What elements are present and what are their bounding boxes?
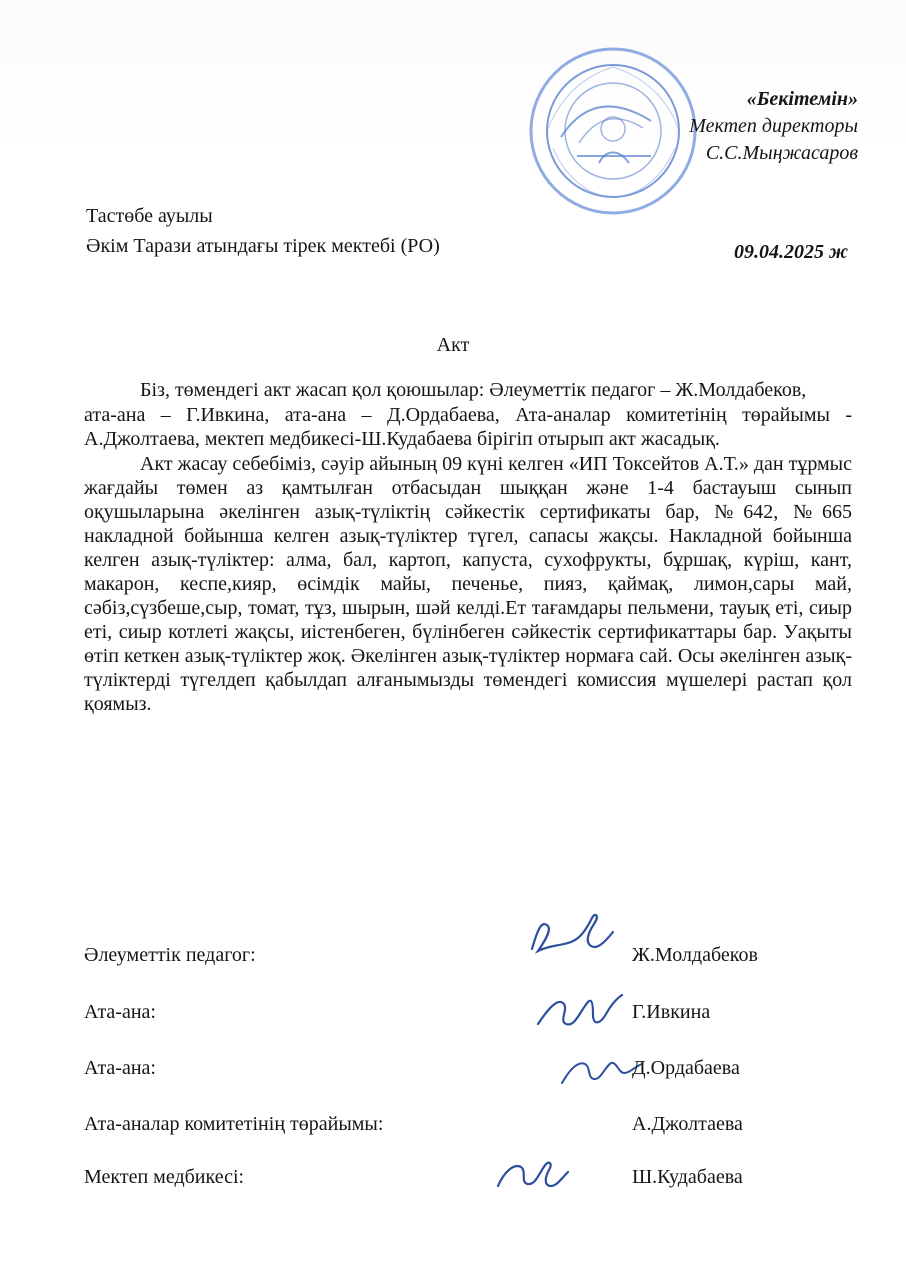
- signatory-name: Г.Ивкина: [632, 1001, 711, 1023]
- document-title: Акт: [436, 334, 470, 356]
- handwritten-signature-mark: [530, 981, 626, 1037]
- signatory-name: Д.Ордабаева: [632, 1057, 740, 1079]
- signatory-name: Ж.Молдабеков: [632, 944, 758, 966]
- signature-row: [84, 1057, 844, 1091]
- approval-title: «Бекітемін»: [746, 88, 858, 110]
- signature-role: Ата-ана:: [84, 1001, 156, 1023]
- paragraph-2: ата-ана – Г.Ивкина, ата-ана – Д.Ордабаева, Ата-аналар комитетінің төрайымы - А.Джолтаева, мектеп медбикесі-Ш.Кудабаева бірігіп отырып акт жасадық.: [84, 404, 852, 450]
- document-date: 09.04.2025 ж: [733, 241, 848, 263]
- school-name: Әкім Тарази атындағы тірек мектебі (РО): [86, 235, 440, 257]
- signatory-name: Ш.Кудабаева: [632, 1166, 743, 1188]
- signature-role: Әлеуметтік педагог:: [84, 944, 256, 966]
- signature-row: [84, 1001, 844, 1035]
- approval-block: [638, 86, 858, 167]
- director-name: С.С.Мыңжасаров: [705, 142, 858, 164]
- signature-role: Мектеп медбикесі:: [84, 1166, 245, 1188]
- signature-role: Ата-ана:: [84, 1057, 156, 1079]
- village-name: Тастөбе ауылы: [86, 205, 213, 227]
- signature-row: [84, 944, 844, 978]
- signature-row: [84, 1113, 844, 1147]
- signature-role: Ата-аналар комитетінің төрайымы:: [84, 1113, 384, 1135]
- paragraph-3: Акт жасау себебіміз, сәуір айының 09 күні келген «ИП Токсейтов А.Т.» дан тұрмыс жағдайы төмен аз қамтылған отбасыдан шыққан және 1-4 бастауыш сынып оқушыларына әкелінген азық-түліктің сәйкестік сертификаты бар, №642, №665 накладной бойынша келген азық-түліктер түгел, сапасы жақсы. Накладной бойынша келген азық-түліктер: алма, бал, картоп, капуста, сухофрукты, бұршақ, күріш, кант, макарон, кеспе,кияр, өсімдік майы, печенье, пияз, қаймақ, лимон,сары май, сәбіз,сүзбеше,сыр, томат, тұз, шырын, шәй келді.Ет тағамдары пельмени, тауық еті, сиыр еті, сиыр котлеті жақсы, иістенбеген, бүлінбеген сәйкестік сертификаттары бар. Уақыты өтіп кеткен азық-түліктер жоқ. Әкелінген азық-түліктер нормаға сай. Осы әкелінген азық-түліктерді түгелдеп қабылдап алғанымызды төмендегі комиссия мүшелері растап қол қоямыз.: [84, 453, 852, 715]
- handwritten-signature-mark: [522, 908, 618, 964]
- document-body: [84, 378, 852, 717]
- place-block: [86, 201, 440, 261]
- paragraph-1: Біз, төмендегі акт жасап қол қоюшылар: Әлеуметтік педагог – Ж.Молдабеков,: [140, 379, 807, 401]
- signature-row: [84, 1166, 844, 1200]
- signatory-name: А.Джолтаева: [632, 1113, 743, 1135]
- director-title: Мектеп директоры: [689, 115, 858, 137]
- handwritten-signature-mark: [482, 1146, 578, 1202]
